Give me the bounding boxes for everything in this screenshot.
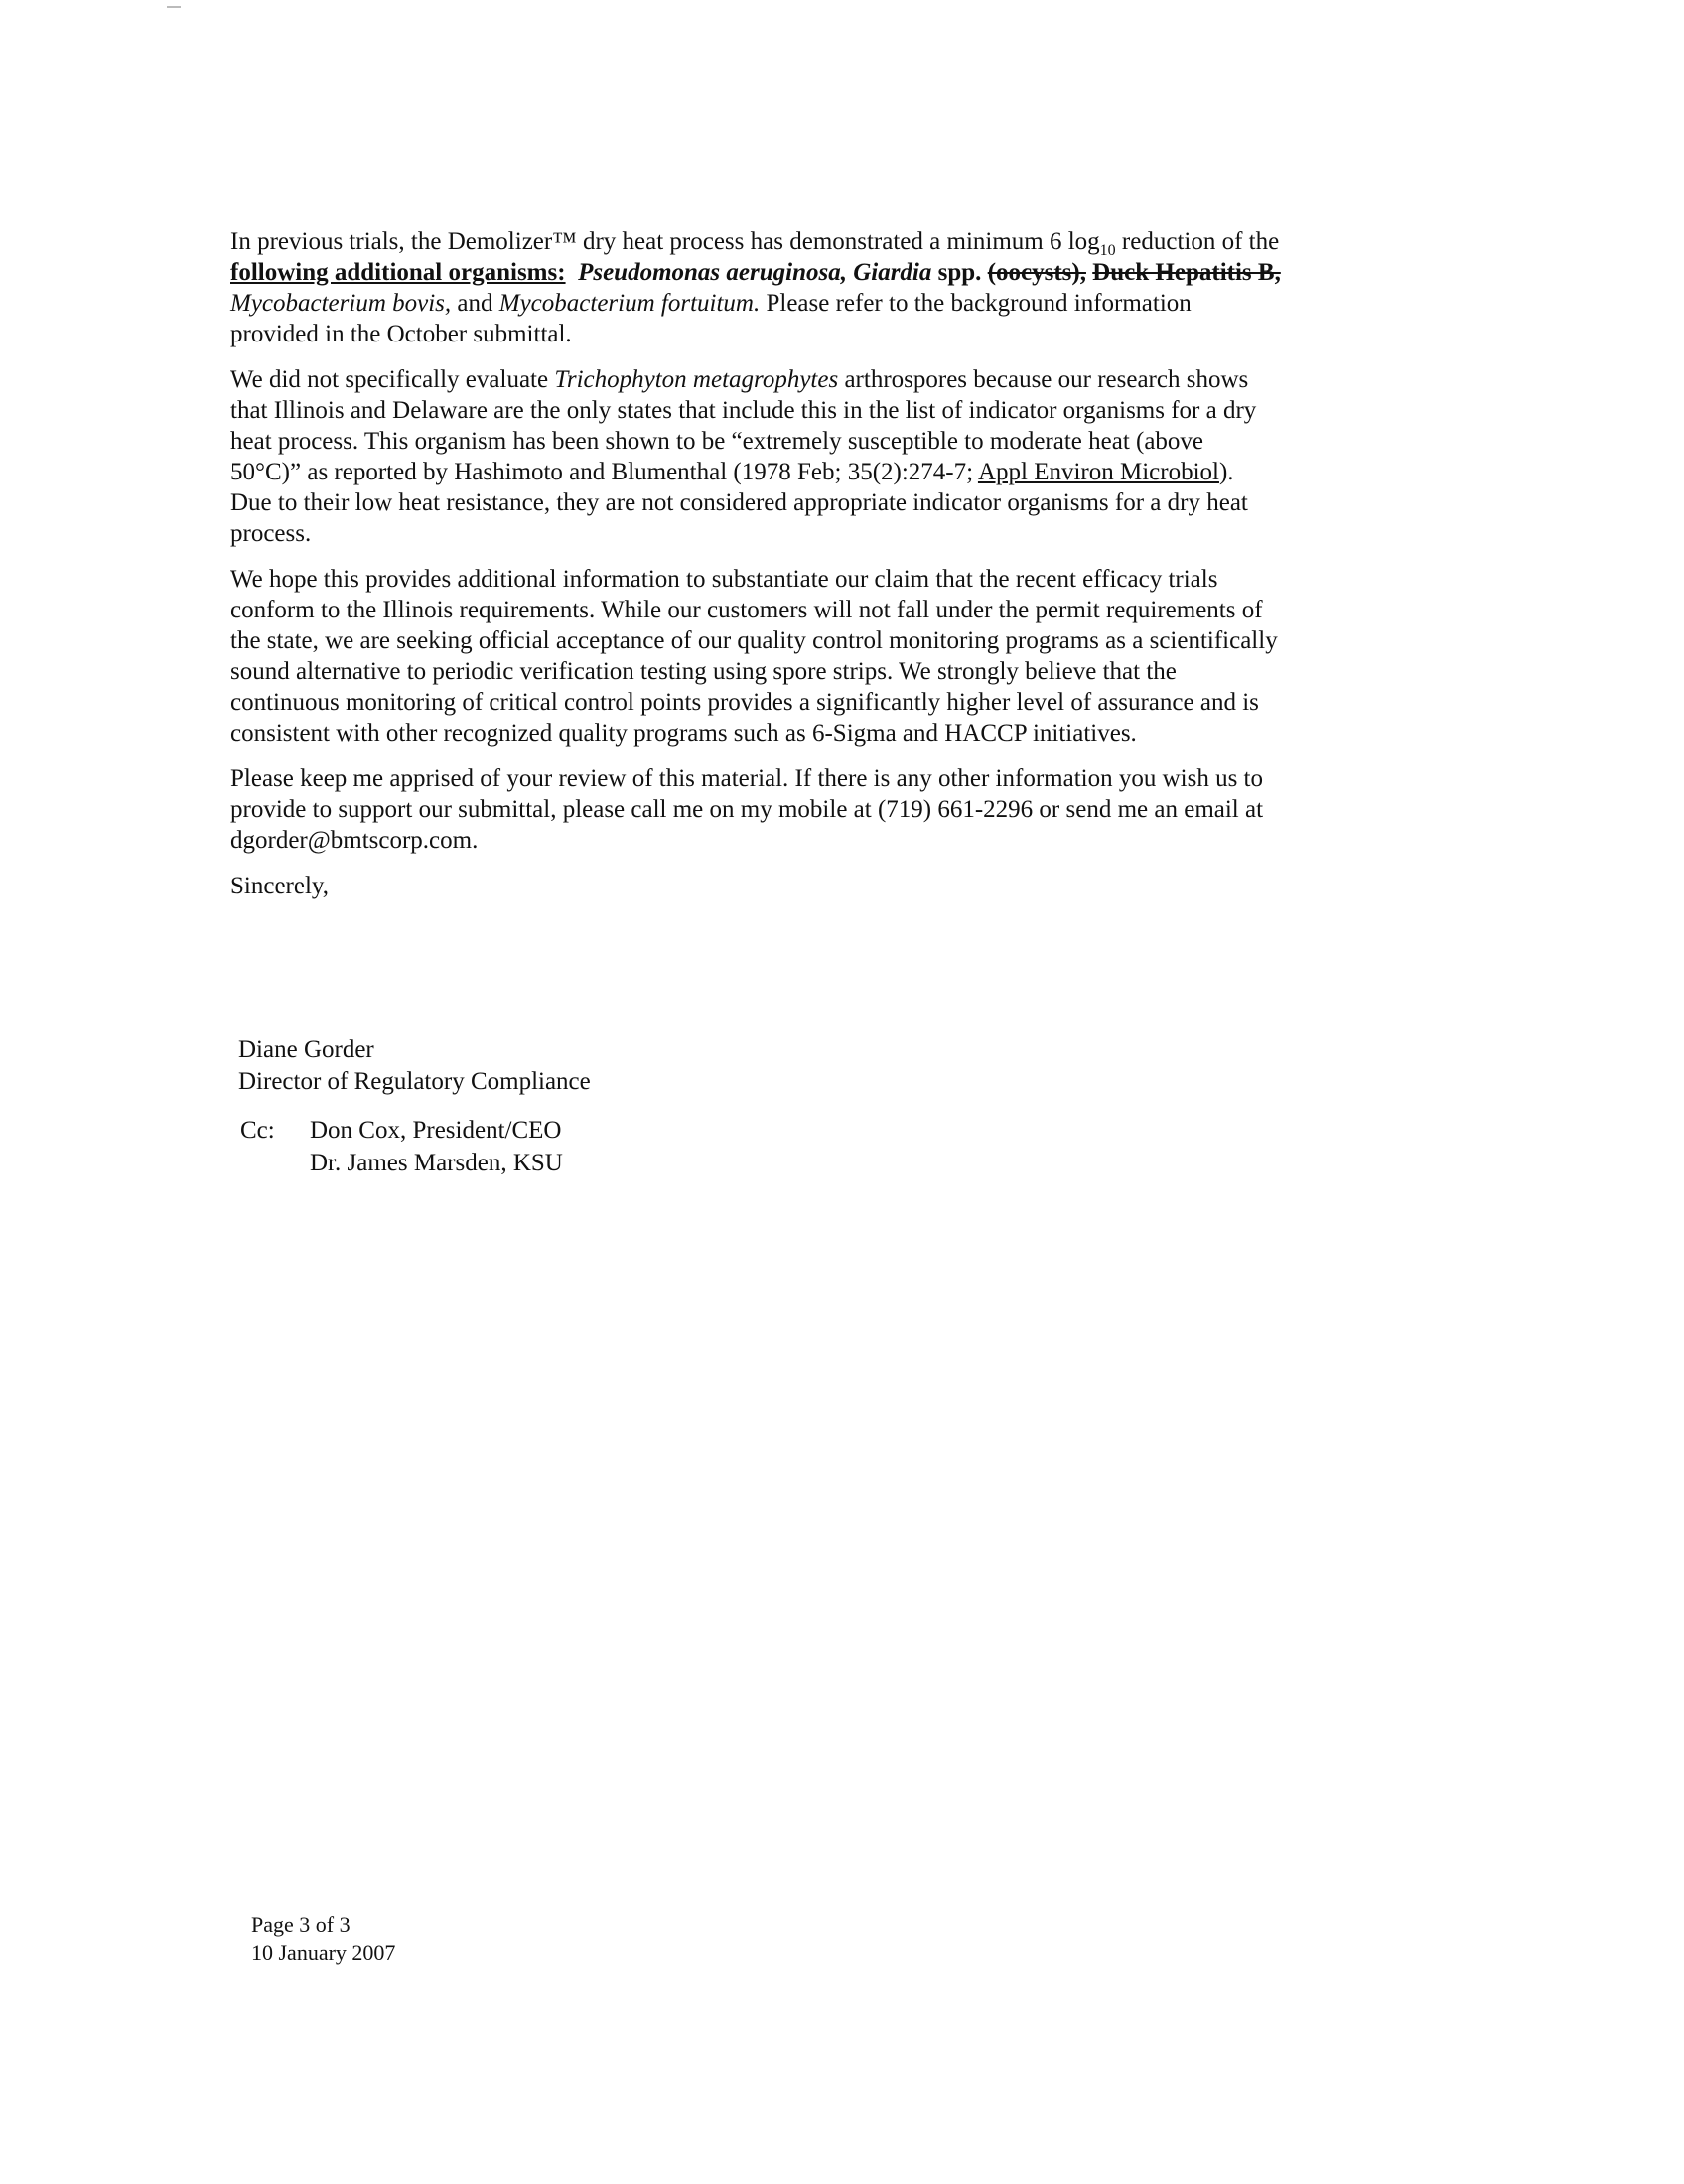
signer-name: Diane Gorder (238, 1036, 374, 1063)
text-line: Due to their low heat resistance, they are not considered appropriate indicator organisms for a dry heat (230, 489, 1248, 516)
text-line: We hope this provides additional information to substantiate our claim that the recent efficacy trials (230, 566, 1218, 593)
text-line: consistent with other recognized quality programs such as 6-Sigma and HACCP initiatives. (230, 720, 1137, 747)
page-footer (251, 1911, 395, 1967)
text-line: Mycobacterium bovis, and Mycobacterium fortuitum. Please refer to the background information (230, 290, 1192, 317)
organism-duck-hepatitis: Duck Hepatitis B, (1092, 259, 1281, 286)
text-line: conform to the Illinois requirements. While our customers will not fall under the permit requirements of (230, 597, 1263, 623)
footer-date: 10 January 2007 (251, 1940, 396, 1965)
paragraph-previous-trials (230, 226, 1422, 349)
paragraph-trichophyton (230, 364, 1422, 549)
text-line: We did not specifically evaluate Trichophyton metagrophytes arthrospores because our research shows (230, 366, 1249, 393)
text-line: provided in the October submittal. (230, 321, 572, 347)
journal-citation: Appl Environ Microbiol (977, 459, 1219, 485)
text-line: In previous trials, the Demolizer™ dry heat process has demonstrated a minimum 6 $\log_{10}$ reduction of the (230, 228, 1280, 259)
text-line: 50°C)” as reported by Hashimoto and Blumenthal (1978 Feb; 35(2):274-7; Appl Environ Microbiol). (230, 459, 1234, 485)
following-organisms-phrase: following additional organisms: (230, 259, 566, 286)
struck-oocysts: (oocysts), (987, 259, 1086, 286)
organism-giardia: Giardia (853, 259, 932, 286)
text-line: process. (230, 520, 312, 547)
cc-recipient: Dr. James Marsden, KSU (310, 1150, 563, 1176)
text-line: provide to support our submittal, please call me on my mobile at (719) 661-2296 or send me an email at (230, 796, 1264, 823)
text-line: following additional organisms: Pseudomonas aeruginosa, Giardia spp. (oocysts), Duck Hepatitis B, (230, 259, 1281, 286)
organism-fortuitum: Mycobacterium fortuitum. (498, 290, 761, 317)
signature-block (238, 1034, 591, 1098)
letter-body (230, 226, 1422, 916)
text-line: the state, we are seeking official acceptance of our quality control monitoring programs as a scientifically (230, 627, 1278, 654)
cc-label: Cc: (240, 1117, 275, 1144)
text-line: heat process. This organism has been shown to be “extremely susceptible to moderate heat (above (230, 428, 1204, 455)
organism-bovis: Mycobacterium bovis, (230, 290, 452, 317)
paragraph-contact (230, 763, 1422, 856)
text-line: sound alternative to periodic verification testing using spore strips. We strongly believe that the (230, 658, 1177, 685)
organism-pseudomonas: Pseudomonas aeruginosa, (578, 259, 847, 286)
scan-artifact (167, 6, 181, 8)
cc-recipient: Don Cox, President/CEO (310, 1117, 562, 1144)
text-line: that Illinois and Delaware are the only states that include this in the list of indicator organisms for a dry (230, 397, 1257, 424)
page-number: Page 3 of 3 (251, 1912, 351, 1937)
email-address: dgorder@bmtscorp.com. (230, 827, 479, 854)
cc-line (240, 1114, 563, 1147)
cc-list (240, 1114, 563, 1179)
cc-line (240, 1147, 563, 1179)
organism-trichophyton: Trichophyton metagrophytes (554, 366, 839, 393)
text-line: Please keep me apprised of your review of this material. If there is any other information you wish us to (230, 765, 1263, 792)
text-line: continuous monitoring of critical control points provides a significantly higher level of assurance and is (230, 689, 1259, 716)
closing-salutation: Sincerely, (230, 873, 330, 899)
signer-title: Director of Regulatory Compliance (238, 1068, 591, 1095)
paragraph-substantiate-claim (230, 564, 1422, 749)
